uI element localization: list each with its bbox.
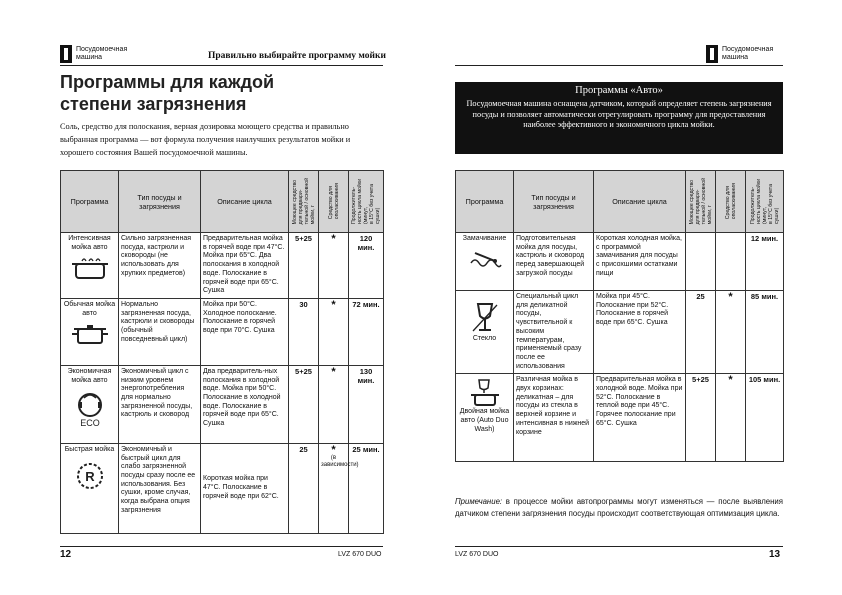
col-type: Тип посуды и загрязнения [119, 171, 201, 233]
section-title: Правильно выбирайте программу мойки [208, 51, 386, 61]
brand-logo-icon [706, 45, 718, 63]
col-desc: Описание цикла [201, 171, 289, 233]
brand-mark [60, 45, 138, 63]
saucepan-icon [63, 321, 116, 347]
col-desc: Описание цикла [594, 171, 686, 233]
cell-duration: 105 мин. [746, 374, 784, 462]
footer-rule-right [455, 546, 783, 547]
cell-duration: 85 мин. [746, 291, 784, 374]
cell-type: Нормально загрязненная посуда, кастрюли и сковороды (обычный повседневный цикл) [119, 298, 201, 365]
col-type: Тип посуды и загрязнения [514, 171, 594, 233]
header-rule-right [455, 65, 783, 66]
cell-duration: 25 мин. [349, 443, 384, 533]
brand-label: Посудомоечная машина [722, 46, 774, 61]
program-name: Замачивание [462, 235, 507, 242]
program-name: Быстрая мойка [64, 445, 115, 453]
table-row [61, 298, 384, 365]
cell-rinse: * [319, 365, 349, 443]
col-detergent: Моющее средство для предвари- тельной / основной мойки, г [289, 171, 319, 233]
page-title: Программы для каждой степени загрязнения [60, 72, 275, 114]
col-detergent: Моющее средство для предвари- тельной / основной мойки, г [686, 171, 716, 233]
brand-logo-icon [60, 45, 72, 63]
page-number-right: 13 [769, 549, 781, 560]
cell-rinse: * [716, 291, 746, 374]
cell-desc: Мойка при 50°С. Холодное полоскание. Полоскание в горячей воде при 70°С. Сушка [201, 298, 289, 365]
col-rinse: Средство для ополаскивания [716, 171, 746, 233]
program-table-right [455, 170, 784, 462]
eco-icon [63, 388, 116, 428]
program-name: Стекло [472, 335, 497, 342]
cell-type: Подготовительная мойка для посуды, кастрюль и сковород перед завершающей загрузкой посуды [514, 233, 594, 291]
brand-label: Посудомоечная машина [76, 46, 128, 61]
table-row [61, 233, 384, 299]
auto-programs-box [455, 82, 783, 154]
cell-type: Экономичный и быстрый цикл для слабо загрязненной посуды сразу после ее использования. Без сушки, кроме случая, когда выбрана опция загрязнения [119, 443, 201, 533]
note-text: в процессе мойки автопрограммы могут изменяться — после выявления датчиком степени загрязнения посуды происходит соответствующая оптимизация цикла. [455, 497, 783, 518]
cell-duration: 130 мин. [349, 365, 384, 443]
program-name: Двойная мойка авто (Auto Duo Wash) [459, 408, 510, 433]
glass-icon [458, 301, 511, 335]
cell-desc: Предварительная мойка в холодной воде. Мойка при 52°С. Полоскание в теплой воде при 45°С. Горячее полоскание при 65°С. Сушка [594, 374, 686, 462]
table-row [61, 443, 384, 533]
cell-detergent: 30 [289, 298, 319, 365]
col-duration: Продолжитель- ность цикла мойки (минут, в 15°С без учета сушки) [349, 171, 384, 233]
program-table-left [60, 170, 384, 534]
pot-icon [63, 255, 116, 281]
footer-rule [60, 546, 383, 547]
cell-duration: 12 мин. [746, 233, 784, 291]
cell-desc: Предварительная мойка в горячей воде при 47°С. Мойка при 65°С. Два полоскания в холодной воде. Полоскание в горячей воде при 65°С. Сушка [201, 233, 289, 299]
auto-title: Программы «Авто» [575, 85, 663, 96]
program-name: Обычная мойка авто [63, 300, 116, 317]
cell-detergent: 5+25 [289, 233, 319, 299]
cell-rinse: * [319, 298, 349, 365]
cell-type: Различная мойка в двух корзинах: деликатная – для посуды из стекла в верхней корзине и интенсивная в нижней корзине [514, 374, 594, 462]
table-row [61, 365, 384, 443]
cell-desc: Мойка при 45°С. Полоскание при 52°С. Полоскание в горячей воде при 65°С. Сушка [594, 291, 686, 374]
cell-desc: Короткая холодная мойка, с программой замачивания для посуды с присохшими остатками пищи [594, 233, 686, 291]
svg-text:R: R [84, 468, 95, 484]
note-paragraph [455, 496, 783, 520]
cell-rinse: * [319, 233, 349, 299]
auto-text: Посудомоечная машина оснащена датчиком, который определяет степень загрязнения посуды и позволяет автоматически отрегулировать программу для предоставления наиболее эффективного и экономичного цикла мойки. [466, 99, 772, 129]
program-name: Интенсивная мойка авто [68, 235, 111, 251]
model-label: LVZ 670 DUO [338, 551, 382, 558]
table-row [456, 291, 784, 374]
col-duration: Продолжитель- ность цикла мойки (минут, в 15°С без учета сушки) [746, 171, 784, 233]
col-rinse: Средство для ополаскивания [319, 171, 349, 233]
soak-icon [458, 247, 511, 273]
cell-type: Экономичный цикл с низким уровнем энергопотребления для нормально загрязненной посуды, кастрюль и сковород [119, 365, 201, 443]
page-number: 12 [60, 549, 72, 560]
rinse-note: (в зависимости) [321, 454, 359, 468]
cell-rinse: * [716, 374, 746, 462]
cell-desc: Два предваритель-ных полоскания в холодной воде. Мойка при 50°С. Полоскание в холодной воде. Полоскание в горячей воде при 65°С. Сушка [201, 365, 289, 443]
cell-detergent: 5+25 [289, 365, 319, 443]
note-label: Примечание: [455, 497, 503, 506]
brand-mark-right [706, 45, 784, 63]
col-program: Программа [61, 171, 119, 233]
quick-wash-icon [63, 458, 116, 494]
duo-wash-icon [458, 378, 511, 408]
intro-paragraph: Соль, средство для полоскания, верная дозировка моющего средства и правильно выбранная программа — вот формула получения наилучших результатов мойки и хорошего состояния Вашей посудомоечной машины. [60, 122, 351, 157]
svg-text:ECO: ECO [79, 418, 100, 429]
cell-desc: Короткая мойка при 47°С. Полоскание в горячей воде при 62°С. [201, 443, 289, 533]
col-program: Программа [456, 171, 514, 233]
table-row [456, 374, 784, 462]
header-rule [60, 65, 383, 66]
cell-detergent [686, 233, 716, 291]
cell-detergent: 5+25 [686, 374, 716, 462]
table-row [456, 233, 784, 291]
cell-duration: 120 мин. [349, 233, 384, 299]
cell-rinse [716, 233, 746, 291]
cell-rinse: * [331, 443, 336, 456]
cell-type: Сильно загрязненная посуда, кастрюли и сковороды (не использовать для хрупких предметов) [119, 233, 201, 299]
cell-detergent: 25 [686, 291, 716, 374]
model-label-right: LVZ 670 DUO [455, 551, 499, 558]
cell-duration: 72 мин. [349, 298, 384, 365]
cell-type: Специальный цикл для деликатной посуды, чувствительной к высоким температурам, применяемый сразу после ее использования [514, 291, 594, 374]
program-name: Экономичная мойка авто [67, 367, 112, 384]
cell-detergent: 25 [289, 443, 319, 533]
